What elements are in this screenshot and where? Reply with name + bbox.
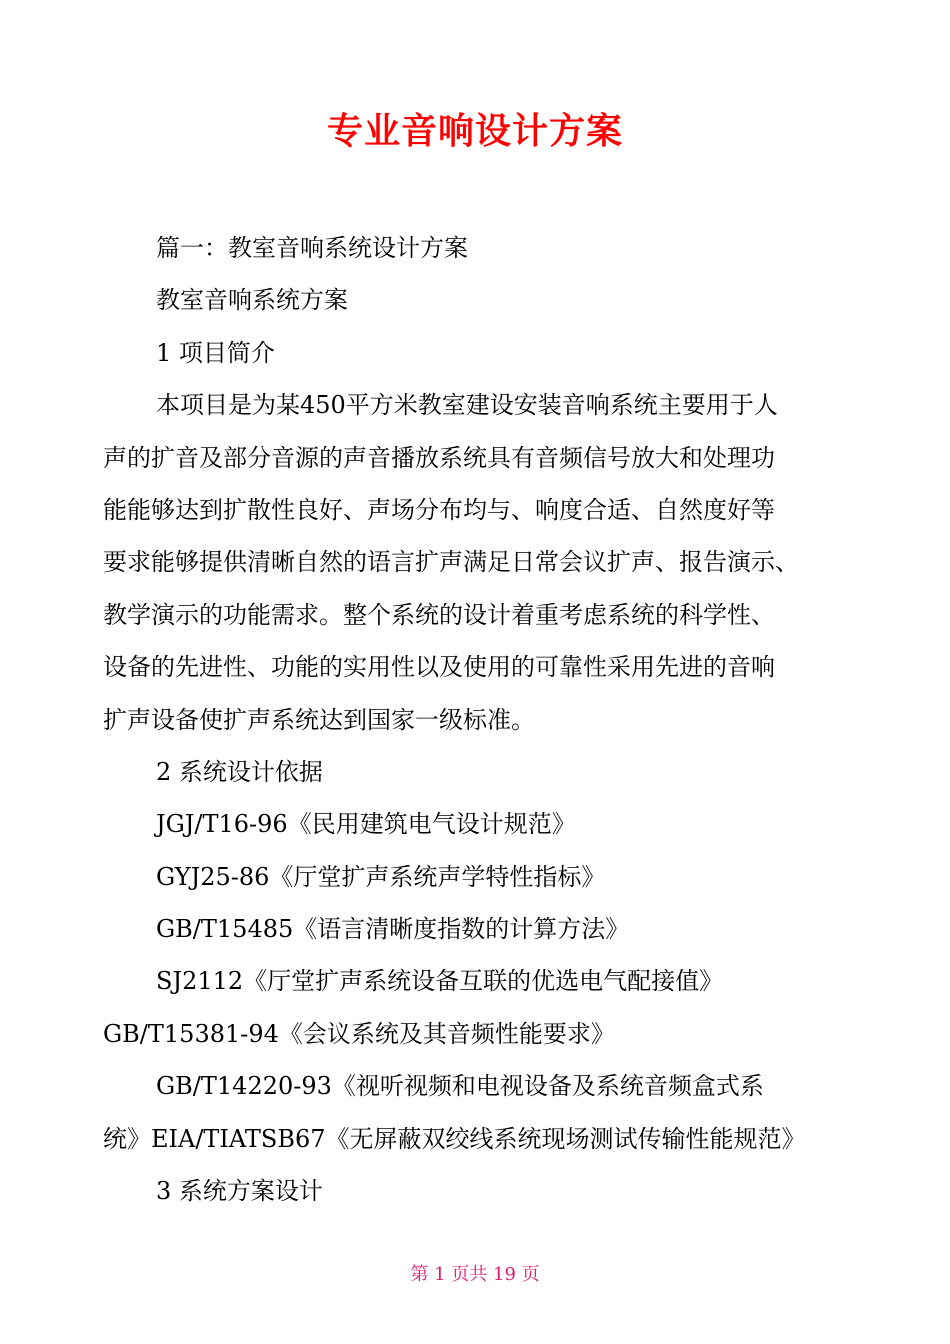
body-line: 2 系统设计依据 — [156, 757, 323, 786]
body-line: 设备的先进性、功能的实用性以及使用的可靠性采用先进的音响 — [103, 653, 775, 682]
body-line: JGJ/T16-96《民用建筑电气设计规范》 — [156, 810, 576, 839]
body-line: 扩声设备使扩声系统达到国家一级标准。 — [103, 705, 535, 734]
page-number-footer: 第 1 页共 19 页 — [410, 1264, 540, 1285]
body-line: 本项目是为某450平方米教室建设安装音响系统主要用于人 — [156, 391, 778, 420]
body-line: 教室音响系统方案 — [156, 286, 348, 315]
body-line: 声的扩音及部分音源的声音播放系统具有音频信号放大和处理功 — [103, 443, 775, 472]
body-line: 3 系统方案设计 — [156, 1177, 323, 1206]
body-line: 要求能够提供清晰自然的语言扩声满足日常会议扩声、报告演示、 — [103, 548, 799, 577]
body-line: 1 项目简介 — [156, 338, 275, 367]
document-body — [103, 222, 848, 1217]
document-title: 专业音响设计方案 — [326, 111, 623, 152]
body-line: GB/T14220-93《视听视频和电视设备及系统音频盒式系 — [156, 1072, 764, 1101]
body-line: GB/T15485《语言清晰度指数的计算方法》 — [156, 915, 630, 944]
body-line: 能能够达到扩散性良好、声场分布均与、响度合适、自然度好等 — [103, 495, 775, 524]
body-line: 教学演示的功能需求。整个系统的设计着重考虑系统的科学性、 — [103, 600, 775, 629]
body-line: 篇一：教室音响系统设计方案 — [156, 234, 468, 262]
body-line: GYJ25-86《厅堂扩声系统声学特性指标》 — [156, 862, 606, 891]
body-line: 统》EIA/TIATSB67《无屏蔽双绞线系统现场测试传输性能规范》 — [103, 1124, 806, 1153]
body-line: SJ2112《厅堂扩声系统设备互联的优选电气配接值》 — [156, 967, 724, 996]
body-line: GB/T15381-94《会议系统及其音频性能要求》 — [103, 1019, 615, 1048]
